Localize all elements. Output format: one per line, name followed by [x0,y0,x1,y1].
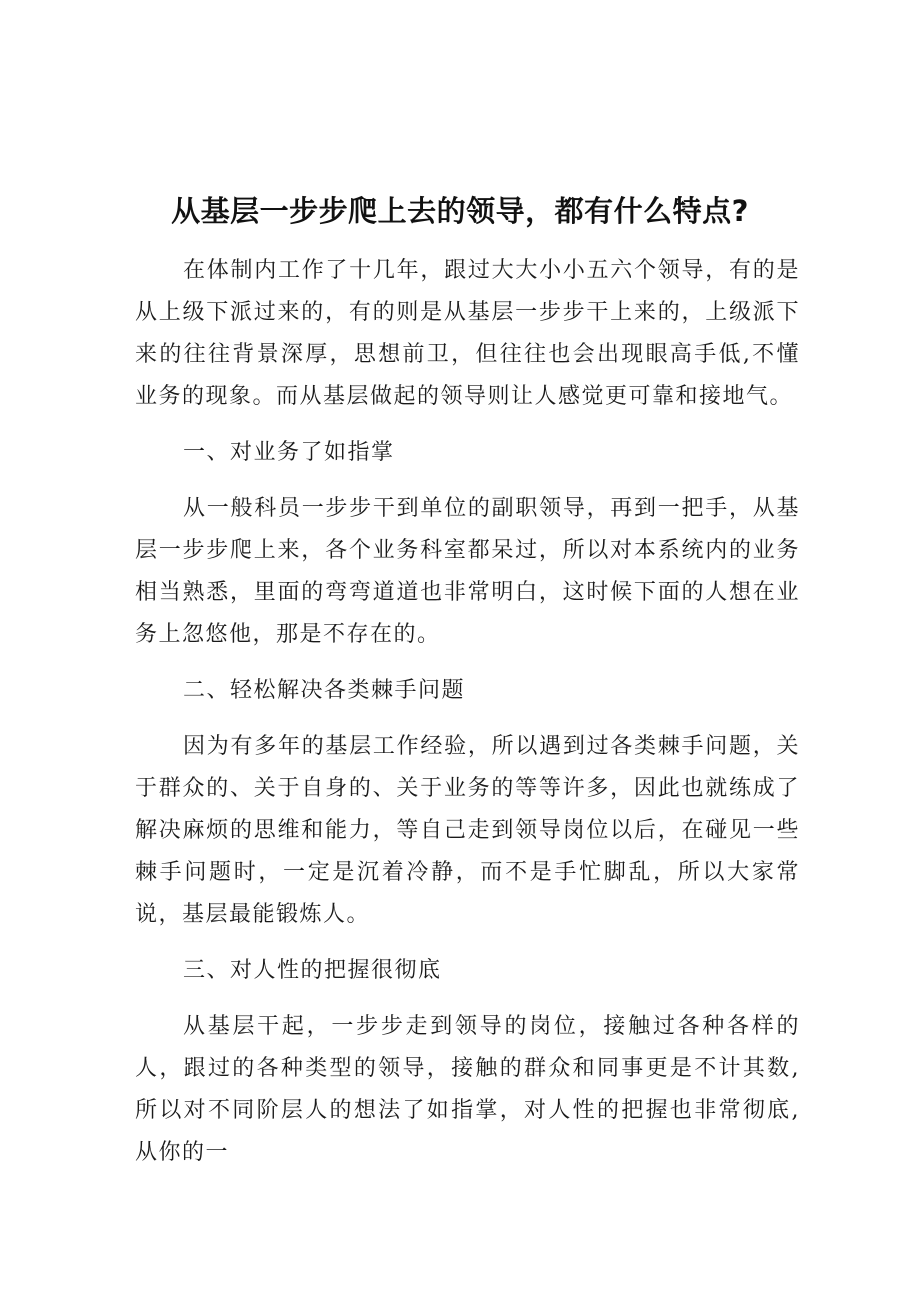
section-body-2: 因为有多年的基层工作经验，所以遇到过各类棘手问题，关于群众的、关于自身的、关于业务的等等许多，因此也就练成了解决麻烦的思维和能力，等自己走到领导岗位以后，在碰见一些棘手问题时，一定是沉着冷静，而不是手忙脚乱，所以大家常说，基层最能锻炼人。 [135,734,800,927]
section-heading-3: 三、对人性的把握很彻底 [183,958,442,983]
section-body-1: 从一般科员一步步干到单位的副职领导，再到一把手，从基层一步步爬上来，各个业务科室都呆过，所以对本系统内的业务相当熟悉，里面的弯弯道道也非常明白，这时候下面的人想在业务上忽悠他，那是不存在的。 [135,496,800,647]
document-body [135,250,800,1188]
section-body-3: 从基层干起，一步步走到领导的岗位，接触过各种各样的人，跟过的各种类型的领导，接触的群众和同事更是不计其数,所以对不同阶层人的想法了如指掌，对人性的把握也非常彻底,从你的一 [135,1014,800,1165]
section-heading-1: 一、对业务了如指掌 [183,440,395,465]
intro-paragraph: 在体制内工作了十几年，跟过大大小小五六个领导，有的是从上级下派过来的，有的则是从基层一步步干上来的，上级派下来的往往背景深厚，思想前卫，但往往也会出现眼高手低,不懂业务的现象。而从基层做起的领导则让人感觉更可靠和接地气。 [135,258,800,409]
document-title: 从基层一步步爬上去的领导，都有什么特点? [171,194,749,228]
section-heading-2: 二、轻松解决各类棘手问题 [183,678,466,703]
